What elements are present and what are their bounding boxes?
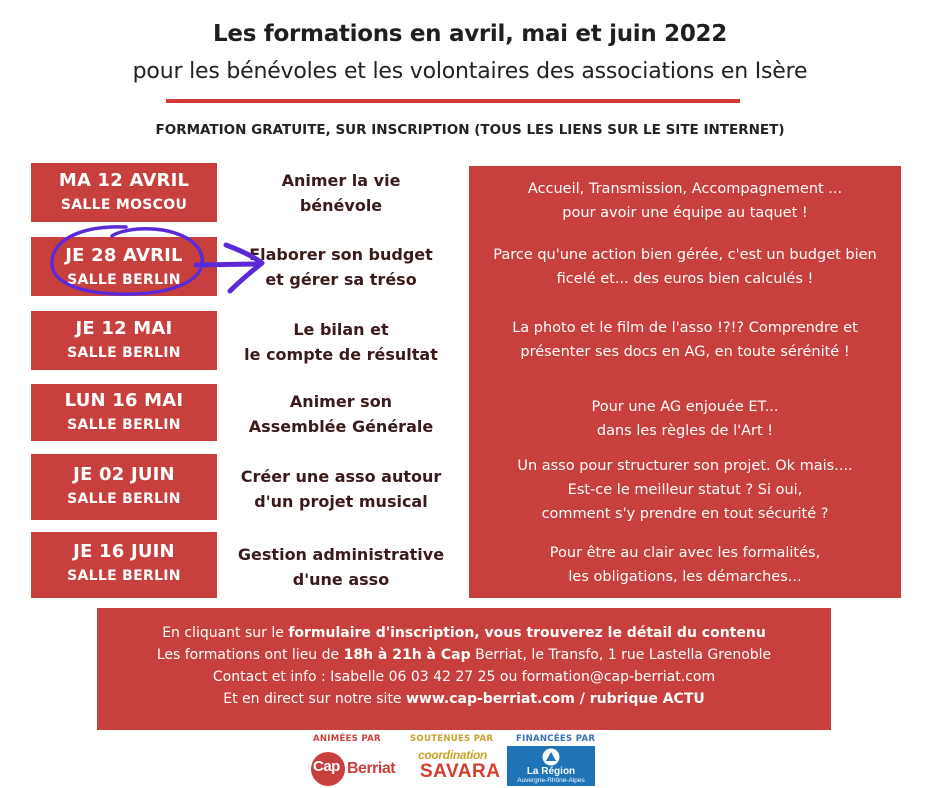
session-description: Un asso pour structurer son projet. Ok mais.... Est-ce le meilleur statut ? Si oui, comment s'y prendre en tout sécurité ? xyxy=(517,458,853,522)
session-room: SALLE BERLIN xyxy=(67,568,181,584)
session-date: JE 28 AVRIL xyxy=(65,245,183,266)
session-room: SALLE BERLIN xyxy=(67,417,181,433)
session-description: Pour une AG enjouée ET... dans les règles de l'Art ! xyxy=(591,399,779,439)
soutenues-label: SOUTENUES PAR xyxy=(410,734,494,744)
registration-form-link[interactable]: formulaire d'inscription, vous trouverez le détail du contenu xyxy=(288,625,766,641)
financees-label: FINANCÉES PAR xyxy=(516,734,596,744)
hand-drawn-circle-arrow-icon xyxy=(46,221,286,301)
session-date: JE 02 JUIN xyxy=(73,464,175,485)
session-topic: Elaborer son budget et gérer sa tréso xyxy=(249,245,433,289)
page-title: Les formations en avril, mai et juin 2022 xyxy=(213,21,727,47)
cap-berriat-logo: Cap Berriat xyxy=(311,752,411,786)
session-description: Pour être au clair avec les formalités, les obligations, les démarches... xyxy=(549,545,821,585)
session-topic: Gestion administrative d'une asso xyxy=(237,545,445,589)
info-line: Les formations ont lieu de 18h à 21h à Cap Berriat, le Transfo, 1 rue Lastella Grenoble xyxy=(156,647,772,663)
session-description: Accueil, Transmission, Accompagnement ... pour avoir une équipe au taquet ! xyxy=(527,181,843,221)
page-subtitle: pour les bénévoles et les volontaires des associations en Isère xyxy=(132,59,808,84)
session-topic: Le bilan et le compte de résultat xyxy=(244,320,438,364)
session-date-block xyxy=(31,454,217,520)
region-emblem-icon xyxy=(542,748,560,766)
title-divider xyxy=(166,99,740,103)
savara-logo: coordination SAVARA xyxy=(418,748,501,782)
animees-label: ANIMÉES PAR xyxy=(313,734,381,744)
session-description: La photo et le film de l'asso !?!? Comprendre et présenter ses docs en AG, en toute sérénité ! xyxy=(512,320,858,360)
session-date: MA 12 AVRIL xyxy=(58,170,190,191)
session-room: SALLE BERLIN xyxy=(67,491,181,507)
session-date: JE 12 MAI xyxy=(75,318,173,339)
session-date-block xyxy=(31,532,217,598)
session-topic: Animer son Assemblée Générale xyxy=(248,392,434,436)
info-line: En cliquant sur le formulaire d'inscription, vous trouverez le détail du contenu xyxy=(162,625,766,641)
session-topic: Créer une asso autour d'un projet musical xyxy=(240,467,442,511)
contact-line: Contact et info : Isabelle 06 03 42 27 25 ou formation@cap-berriat.com xyxy=(212,669,716,685)
session-date-block xyxy=(31,163,217,222)
session-date-block xyxy=(31,311,217,370)
session-date: JE 16 JUIN xyxy=(73,541,175,562)
info-box xyxy=(97,608,831,730)
description-panel xyxy=(469,166,901,598)
registration-note: FORMATION GRATUITE, SUR INSCRIPTION (TOUS LES LIENS SUR LE SITE INTERNET) xyxy=(155,122,785,138)
la-region-logo: La Région Auvergne-Rhône-Alpes xyxy=(507,746,595,786)
session-date-block xyxy=(31,384,217,441)
session-room: SALLE BERLIN xyxy=(67,345,181,361)
session-description: Parce qu'une action bien gérée, c'est un budget bien ficelé et... des euros bien calculés ! xyxy=(493,247,877,287)
website-link[interactable]: www.cap-berriat.com / rubrique ACTU xyxy=(406,691,705,707)
session-room: SALLE MOSCOU xyxy=(60,197,188,213)
info-line: Et en direct sur notre site www.cap-berriat.com / rubrique ACTU xyxy=(223,691,705,707)
session-topic: Animer la vie bénévole xyxy=(281,171,401,215)
session-room: SALLE BERLIN xyxy=(67,272,181,288)
session-date: LUN 16 MAI xyxy=(64,390,184,411)
